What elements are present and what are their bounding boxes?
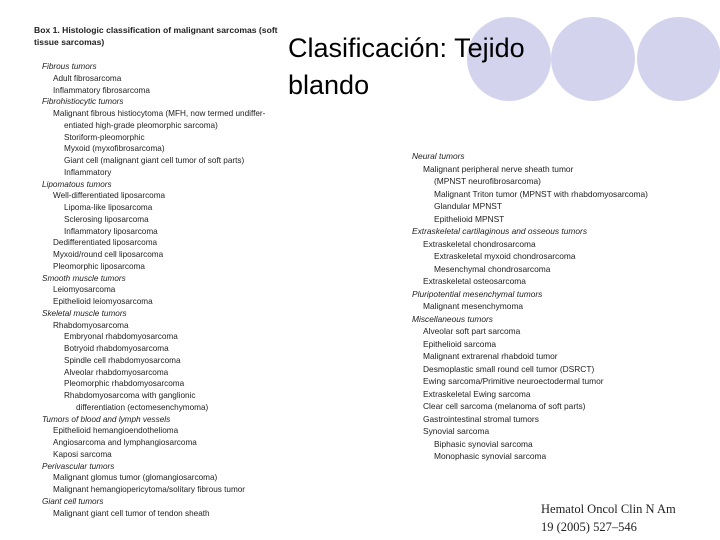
classification-item: Botryoid rhabdomyosarcoma [64, 344, 169, 353]
classification-item: Giant cell (malignant giant cell tumor of soft parts) [64, 156, 245, 165]
slide-title-line-1: Clasificación: Tejido [288, 33, 525, 63]
classification-item: Angiosarcoma and lymphangiosarcoma [53, 438, 197, 447]
category-heading: Tumors of blood and lymph vessels [42, 414, 171, 424]
classification-item: Malignant Triton tumor (MPNST with rhabdomyosarcoma) [434, 188, 648, 199]
classification-item: Sclerosing liposarcoma [64, 214, 149, 224]
right-classification-column [412, 150, 648, 463]
classification-item: Rhabdomyosarcoma [53, 320, 129, 330]
classification-item: Malignant giant cell tumor of tendon sheath [53, 508, 210, 518]
classification-item: Malignant glomus tumor (glomangiosarcoma) [53, 473, 218, 483]
classification-item: Monophasic synovial sarcoma [434, 451, 547, 461]
classification-item: Myxoid/round cell liposarcoma [53, 250, 164, 259]
classification-item: Epithelioid MPNST [434, 213, 505, 224]
category-heading: Fibrous tumors [42, 62, 97, 71]
category-heading: Miscellaneous tumors [412, 313, 493, 324]
category-heading: Neural tumors [412, 151, 465, 161]
classification-item: Spindle cell rhabdomyosarcoma [64, 355, 181, 365]
classification-item: Embryonal rhabdomyosarcoma [64, 332, 178, 342]
classification-item: Malignant mesenchymoma [423, 301, 524, 311]
classification-item: Pleomorphic rhabdomyosarcoma [64, 379, 185, 389]
citation-line-1: Hematol Oncol Clin N Am [541, 502, 676, 516]
category-heading: Perivascular tumors [42, 461, 115, 471]
classification-item: Epithelioid sarcoma [423, 338, 497, 349]
classification-item: Clear cell sarcoma (melanoma of soft parts) [423, 401, 586, 411]
classification-item: Mesenchymal chondrosarcoma [434, 263, 551, 274]
category-heading: Smooth muscle tumors [42, 273, 126, 283]
category-heading: Extraskeletal cartilaginous and osseous tumors [412, 226, 588, 236]
classification-item: entiated high-grade pleomorphic sarcoma) [64, 120, 218, 130]
classification-item: Storiform-pleomorphic [64, 132, 145, 142]
slide-title-line-2: blando [288, 70, 370, 100]
classification-item: Malignant peripheral nerve sheath tumor [423, 163, 574, 174]
category-heading: Skeletal muscle tumors [42, 308, 127, 318]
classification-item: Lipoma-like liposarcoma [64, 203, 153, 212]
classification-item: Epithelioid leiomyosarcoma [53, 297, 153, 306]
slide-title [288, 30, 588, 104]
classification-item: Inflammatory [64, 167, 112, 177]
category-heading: Lipomatous tumors [42, 179, 112, 189]
classification-item: Malignant extrarenal rhabdoid tumor [423, 351, 558, 361]
classification-item: Extraskeletal Ewing sarcoma [423, 388, 531, 399]
classification-item: Myxoid (myxofibrosarcoma) [64, 144, 165, 154]
classification-item: Adult fibrosarcoma [53, 73, 122, 83]
classification-item: Alveolar soft part sarcoma [423, 326, 521, 336]
left-classification-column [42, 61, 265, 519]
classification-item: Extraskeletal myxoid chondrosarcoma [434, 251, 576, 261]
classification-item: Leiomyosarcoma [53, 285, 116, 295]
classification-item: Inflammatory liposarcoma [64, 226, 158, 236]
classification-item: Epithelioid hemangioendothelioma [53, 426, 179, 436]
classification-item: Rhabdomyosarcoma with ganglionic [64, 391, 196, 400]
classification-item: Glandular MPNST [434, 201, 502, 211]
classification-item: Gastrointestinal stromal tumors [423, 413, 539, 424]
classification-item: Malignant hemangiopericytoma/solitary fibrous tumor [53, 485, 246, 494]
classification-item: Desmoplastic small round cell tumor (DSRCT) [423, 363, 595, 374]
category-heading: Pluripotential mesenchymal tumors [412, 288, 543, 299]
classification-item: Kaposi sarcoma [53, 449, 112, 459]
category-heading: Giant cell tumors [42, 496, 104, 506]
classification-item: Pleomorphic liposarcoma [53, 261, 145, 271]
decorative-circle-3 [637, 17, 720, 101]
classification-item: differentiation (ectomesenchymoma) [76, 402, 209, 412]
classification-item: Synovial sarcoma [423, 426, 490, 436]
classification-item: Extraskeletal osteosarcoma [423, 276, 526, 286]
classification-item: (MPNST neurofibrosarcoma) [434, 176, 541, 186]
box-heading: Box 1. Histologic classification of malignant sarcomas (soft tissue sarcomas) [34, 25, 278, 47]
citation-line-2: 19 (2005) 527–546 [541, 520, 637, 534]
classification-item: Ewing sarcoma/Primitive neuroectodermal tumor [423, 376, 604, 386]
classification-item: Extraskeletal chondrosarcoma [423, 238, 536, 249]
citation [541, 500, 676, 536]
category-heading: Fibrohistiocytic tumors [42, 97, 124, 107]
classification-item: Malignant fibrous histiocytoma (MFH, now termed undiffer- [53, 109, 266, 118]
classification-item: Alveolar rhabdomyosarcoma [64, 367, 169, 377]
classification-item: Well-differentiated liposarcoma [53, 191, 166, 201]
classification-item: Biphasic synovial sarcoma [434, 438, 533, 449]
classification-item: Inflammatory fibrosarcoma [53, 85, 150, 95]
classification-item: Dedifferentiated liposarcoma [53, 238, 158, 248]
